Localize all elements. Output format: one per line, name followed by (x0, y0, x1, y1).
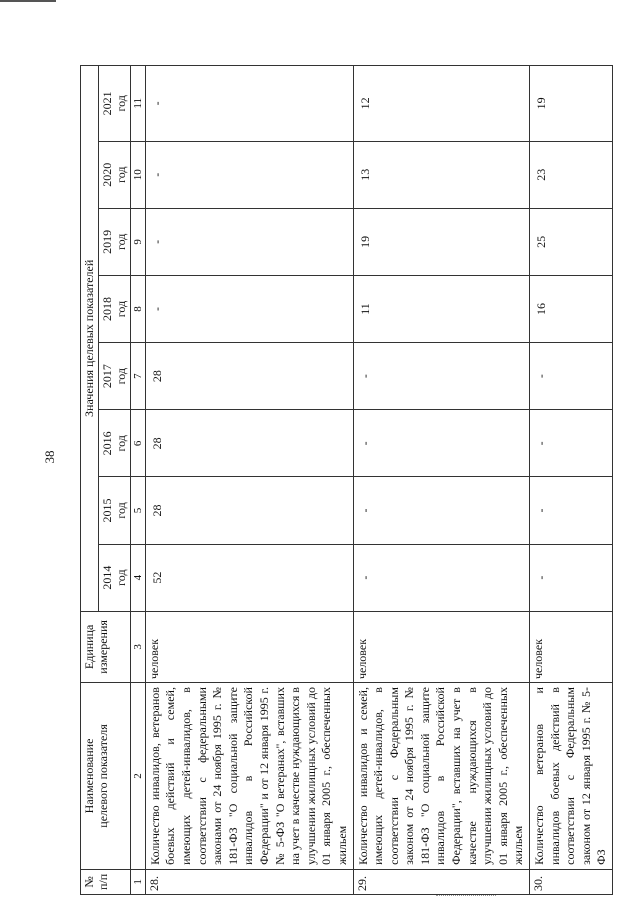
table-row (145, 66, 353, 895)
value-cell: - (530, 477, 613, 544)
value-cell: 11 (353, 275, 530, 342)
value-cell: - (353, 477, 530, 544)
row-number: 28. (145, 869, 353, 894)
value-cell: 25 (530, 208, 613, 275)
target-indicators-table (80, 65, 613, 895)
value-cell: 12 (353, 66, 530, 142)
value-cell: 16 (530, 275, 613, 342)
header-name: Наименование целевого показателя (81, 683, 131, 870)
header-row-1 (81, 66, 99, 895)
index-cell: 6 (130, 410, 145, 477)
index-cell: 3 (130, 611, 145, 682)
value-cell: - (145, 275, 353, 342)
value-cell: 13 (353, 141, 530, 208)
page-top-rule (0, 0, 56, 2)
header-unit: Единица измерения (81, 611, 131, 682)
value-cell: 28 (145, 343, 353, 410)
index-cell: 9 (130, 208, 145, 275)
value-cell: 19 (353, 208, 530, 275)
unit-cell: человек (353, 611, 530, 682)
index-cell: 8 (130, 275, 145, 342)
indicator-name: Количество инвалидов, ветеранов боевых действий и семей, имеющих детей-инвалидов, в соответствии с федеральными законами от 24 ноября 1995 г. № 181-ФЗ "О социальной защите инвалидов в Российской Федерации" и от 12 января 1995 г. № 5-ФЗ "О ветеранах", вставших на учет в качестве нуждающихся в улучшении жилищных условий до 01 января 2005 г., обеспеченных жильем (145, 683, 353, 870)
table-row (353, 66, 530, 895)
value-cell: - (145, 208, 353, 275)
header-year: 2016 год (99, 410, 131, 477)
header-year: 2021 год (99, 66, 131, 142)
row-number: 30. (530, 869, 613, 894)
value-cell: - (353, 343, 530, 410)
value-cell: 19 (530, 66, 613, 142)
header-year: 2018 год (99, 275, 131, 342)
value-cell: - (145, 66, 353, 142)
index-cell: 11 (130, 66, 145, 142)
header-year: 2014 год (99, 544, 131, 611)
value-cell: 28 (145, 477, 353, 544)
index-cell: 2 (130, 683, 145, 870)
value-cell: 23 (530, 141, 613, 208)
indicator-name: Количество инвалидов и семей, имеющих детей-инвалидов, в соответствии с Федеральным законом от 24 ноября 1995 г. № 181-ФЗ "О социальной защите инвалидов в Российской Федерации", вставших на учет в качестве нуждающихся в улучшении жилищных условий до 01 января 2005 г., обеспеченных жильем (353, 683, 530, 870)
header-year: 2020 год (99, 141, 131, 208)
page-number: 38 (42, 450, 57, 464)
value-cell: - (353, 410, 530, 477)
unit-cell: человек (145, 611, 353, 682)
rotated-table-container (80, 65, 609, 895)
row-number: 29. (353, 869, 530, 894)
value-cell: - (530, 544, 613, 611)
header-year: 2017 год (99, 343, 131, 410)
header-values: Значения целевых показателей (81, 66, 99, 612)
value-cell: - (353, 544, 530, 611)
value-cell: 52 (145, 544, 353, 611)
index-cell: 1 (130, 869, 145, 894)
index-cell: 10 (130, 141, 145, 208)
value-cell: - (530, 343, 613, 410)
unit-cell: человек (530, 611, 613, 682)
value-cell: 28 (145, 410, 353, 477)
index-cell: 4 (130, 544, 145, 611)
index-cell: 5 (130, 477, 145, 544)
indicator-name: Количество ветеранов и инвалидов боевых действий в соответствии с Федеральным законом от 12 января 1995 г. № 5-ФЗ (530, 683, 613, 870)
header-year: 2019 год (99, 208, 131, 275)
column-index-row (130, 66, 145, 895)
index-cell: 7 (130, 343, 145, 410)
value-cell: - (530, 410, 613, 477)
value-cell: - (145, 141, 353, 208)
header-year: 2015 год (99, 477, 131, 544)
header-num: № п/п (81, 869, 131, 894)
bottom-scan-artifact (436, 895, 496, 904)
table-row (530, 66, 613, 895)
